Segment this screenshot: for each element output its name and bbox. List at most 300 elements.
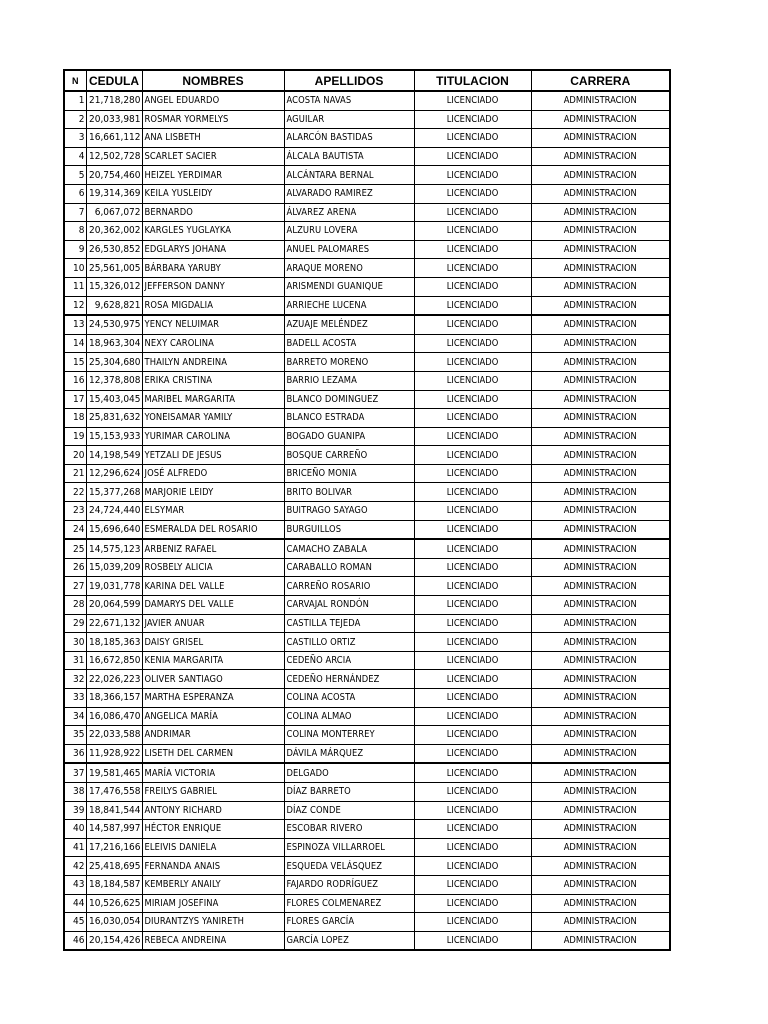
cell-n: 38 [64, 782, 86, 801]
cell-n: 33 [64, 689, 86, 708]
cell-titulacion: LICENCIADO [414, 464, 531, 483]
cell-nombres: ANGELICA MARÍA [142, 707, 284, 726]
cell-nombres: DAMARYS DEL VALLE [142, 596, 284, 615]
cell-apellidos: COLINA ALMAO [284, 707, 414, 726]
cell-cedula: 17,216,166 [86, 838, 142, 857]
cell-apellidos: ESCOBAR RIVERO [284, 820, 414, 839]
table-row [64, 633, 670, 652]
cell-n: 15 [64, 353, 86, 372]
cell-apellidos: CASTILLA TEJEDA [284, 614, 414, 633]
cell-cedula: 24,530,975 [86, 315, 142, 334]
header-cedula: CEDULA [86, 70, 142, 91]
cell-carrera: ADMINISTRACION [531, 633, 670, 652]
table-row [64, 203, 670, 222]
cell-apellidos: BARRETO MORENO [284, 353, 414, 372]
table-row [64, 539, 670, 558]
table-row [64, 91, 670, 110]
cell-apellidos: ACOSTA NAVAS [284, 91, 414, 110]
cell-cedula: 11,928,922 [86, 744, 142, 763]
cell-cedula: 25,418,695 [86, 857, 142, 876]
cell-titulacion: LICENCIADO [414, 689, 531, 708]
cell-n: 12 [64, 296, 86, 315]
cell-apellidos: BURGUILLOS [284, 520, 414, 539]
cell-carrera: ADMINISTRACION [531, 277, 670, 296]
cell-titulacion: LICENCIADO [414, 913, 531, 932]
cell-nombres: BERNARDO [142, 203, 284, 222]
cell-apellidos: COLINA ACOSTA [284, 689, 414, 708]
table-row [64, 689, 670, 708]
cell-cedula: 22,671,132 [86, 614, 142, 633]
cell-titulacion: LICENCIADO [414, 894, 531, 913]
cell-carrera: ADMINISTRACION [531, 110, 670, 129]
table-row [64, 744, 670, 763]
cell-cedula: 18,184,587 [86, 875, 142, 894]
table-row [64, 259, 670, 278]
cell-nombres: MIRIAM JOSEFINA [142, 894, 284, 913]
cell-n: 6 [64, 184, 86, 203]
cell-titulacion: LICENCIADO [414, 820, 531, 839]
cell-titulacion: LICENCIADO [414, 838, 531, 857]
cell-titulacion: LICENCIADO [414, 184, 531, 203]
table-row [64, 651, 670, 670]
cell-nombres: ARBENIZ RAFAEL [142, 539, 284, 558]
cell-carrera: ADMINISTRACION [531, 427, 670, 446]
cell-carrera: ADMINISTRACION [531, 539, 670, 558]
cell-n: 17 [64, 390, 86, 409]
cell-carrera: ADMINISTRACION [531, 614, 670, 633]
cell-titulacion: LICENCIADO [414, 502, 531, 521]
cell-cedula: 12,502,728 [86, 147, 142, 166]
cell-nombres: LISETH DEL CARMEN [142, 744, 284, 763]
cell-apellidos: BLANCO ESTRADA [284, 409, 414, 428]
cell-cedula: 16,672,850 [86, 651, 142, 670]
table-row [64, 184, 670, 203]
cell-titulacion: LICENCIADO [414, 203, 531, 222]
table-row [64, 390, 670, 409]
cell-titulacion: LICENCIADO [414, 558, 531, 577]
cell-cedula: 15,153,933 [86, 427, 142, 446]
cell-n: 19 [64, 427, 86, 446]
cell-nombres: MARJORIE LEIDY [142, 483, 284, 502]
table-row [64, 670, 670, 689]
cell-carrera: ADMINISTRACION [531, 558, 670, 577]
cell-nombres: HÉCTOR ENRIQUE [142, 820, 284, 839]
cell-titulacion: LICENCIADO [414, 483, 531, 502]
cell-cedula: 14,587,997 [86, 820, 142, 839]
cell-n: 39 [64, 801, 86, 820]
cell-apellidos: ARRIECHE LUCENA [284, 296, 414, 315]
cell-cedula: 9,628,821 [86, 296, 142, 315]
cell-n: 46 [64, 931, 86, 950]
cell-titulacion: LICENCIADO [414, 427, 531, 446]
cell-n: 42 [64, 857, 86, 876]
cell-titulacion: LICENCIADO [414, 726, 531, 745]
cell-nombres: BÁRBARA YARUBY [142, 259, 284, 278]
cell-carrera: ADMINISTRACION [531, 296, 670, 315]
cell-carrera: ADMINISTRACION [531, 651, 670, 670]
cell-apellidos: ÁLCALA BAUTISTA [284, 147, 414, 166]
table-row [64, 110, 670, 129]
table-row [64, 334, 670, 353]
cell-apellidos: CASTILLO ORTIZ [284, 633, 414, 652]
cell-nombres: ANTONY RICHARD [142, 801, 284, 820]
cell-n: 40 [64, 820, 86, 839]
cell-n: 36 [64, 744, 86, 763]
cell-nombres: MARIBEL MARGARITA [142, 390, 284, 409]
cell-cedula: 15,326,012 [86, 277, 142, 296]
cell-carrera: ADMINISTRACION [531, 875, 670, 894]
table-row [64, 838, 670, 857]
cell-cedula: 14,575,123 [86, 539, 142, 558]
cell-nombres: KENIA MARGARITA [142, 651, 284, 670]
cell-titulacion: LICENCIADO [414, 931, 531, 950]
cell-cedula: 15,696,640 [86, 520, 142, 539]
cell-cedula: 22,026,223 [86, 670, 142, 689]
cell-titulacion: LICENCIADO [414, 744, 531, 763]
cell-carrera: ADMINISTRACION [531, 913, 670, 932]
cell-n: 16 [64, 371, 86, 390]
cell-nombres: MARTHA ESPERANZA [142, 689, 284, 708]
cell-titulacion: LICENCIADO [414, 353, 531, 372]
cell-n: 24 [64, 520, 86, 539]
cell-n: 10 [64, 259, 86, 278]
cell-carrera: ADMINISTRACION [531, 894, 670, 913]
cell-cedula: 14,198,549 [86, 446, 142, 465]
cell-titulacion: LICENCIADO [414, 334, 531, 353]
cell-apellidos: ALCÁNTARA BERNAL [284, 166, 414, 185]
cell-nombres: ELEIVIS DANIELA [142, 838, 284, 857]
cell-nombres: EDGLARYS JOHANA [142, 240, 284, 259]
cell-titulacion: LICENCIADO [414, 110, 531, 129]
table-row [64, 931, 670, 950]
cell-n: 20 [64, 446, 86, 465]
cell-n: 30 [64, 633, 86, 652]
table-row [64, 371, 670, 390]
table-row [64, 614, 670, 633]
cell-carrera: ADMINISTRACION [531, 203, 670, 222]
cell-apellidos: DÁVILA MÁRQUEZ [284, 744, 414, 763]
cell-apellidos: BLANCO DOMINGUEZ [284, 390, 414, 409]
cell-nombres: ERIKA CRISTINA [142, 371, 284, 390]
cell-nombres: KARGLES YUGLAYKA [142, 222, 284, 241]
cell-carrera: ADMINISTRACION [531, 259, 670, 278]
cell-n: 23 [64, 502, 86, 521]
cell-cedula: 18,963,304 [86, 334, 142, 353]
cell-n: 28 [64, 596, 86, 615]
cell-titulacion: LICENCIADO [414, 707, 531, 726]
cell-titulacion: LICENCIADO [414, 259, 531, 278]
table-row [64, 222, 670, 241]
cell-n: 11 [64, 277, 86, 296]
cell-carrera: ADMINISTRACION [531, 596, 670, 615]
cell-cedula: 12,296,624 [86, 464, 142, 483]
cell-apellidos: FLORES GARCÍA [284, 913, 414, 932]
table-row [64, 596, 670, 615]
table-row [64, 520, 670, 539]
cell-apellidos: ARAQUE MORENO [284, 259, 414, 278]
cell-cedula: 25,831,632 [86, 409, 142, 428]
cell-carrera: ADMINISTRACION [531, 857, 670, 876]
cell-cedula: 19,581,465 [86, 763, 142, 782]
cell-nombres: YONEISAMAR YAMILY [142, 409, 284, 428]
cell-n: 18 [64, 409, 86, 428]
cell-nombres: HEIZEL YERDIMAR [142, 166, 284, 185]
cell-nombres: DIURANTZYS YANIRETH [142, 913, 284, 932]
cell-n: 45 [64, 913, 86, 932]
cell-apellidos: BARRIO LEZAMA [284, 371, 414, 390]
cell-titulacion: LICENCIADO [414, 801, 531, 820]
cell-cedula: 18,841,544 [86, 801, 142, 820]
cell-n: 35 [64, 726, 86, 745]
cell-titulacion: LICENCIADO [414, 539, 531, 558]
cell-cedula: 15,039,209 [86, 558, 142, 577]
table-row [64, 820, 670, 839]
cell-cedula: 22,033,588 [86, 726, 142, 745]
cell-apellidos: CAMACHO ZABALA [284, 539, 414, 558]
cell-nombres: ANA LISBETH [142, 129, 284, 148]
cell-carrera: ADMINISTRACION [531, 763, 670, 782]
cell-nombres: JEFFERSON DANNY [142, 277, 284, 296]
table-row [64, 558, 670, 577]
cell-nombres: DAISY GRISEL [142, 633, 284, 652]
table-row [64, 409, 670, 428]
cell-cedula: 20,754,460 [86, 166, 142, 185]
cell-titulacion: LICENCIADO [414, 91, 531, 110]
cell-apellidos: BUITRAGO SAYAGO [284, 502, 414, 521]
cell-nombres: KARINA DEL VALLE [142, 577, 284, 596]
table-row [64, 875, 670, 894]
cell-carrera: ADMINISTRACION [531, 464, 670, 483]
header-apellidos: APELLIDOS [284, 70, 414, 91]
cell-apellidos: BADELL ACOSTA [284, 334, 414, 353]
cell-n: 43 [64, 875, 86, 894]
cell-n: 21 [64, 464, 86, 483]
cell-n: 32 [64, 670, 86, 689]
cell-titulacion: LICENCIADO [414, 240, 531, 259]
cell-titulacion: LICENCIADO [414, 409, 531, 428]
cell-titulacion: LICENCIADO [414, 763, 531, 782]
cell-apellidos: CARREÑO ROSARIO [284, 577, 414, 596]
cell-nombres: YENCY NELUIMAR [142, 315, 284, 334]
cell-carrera: ADMINISTRACION [531, 931, 670, 950]
cell-nombres: FERNANDA ANAIS [142, 857, 284, 876]
cell-titulacion: LICENCIADO [414, 277, 531, 296]
cell-apellidos: CARVAJAL RONDÓN [284, 596, 414, 615]
cell-apellidos: CEDEÑO HERNÁNDEZ [284, 670, 414, 689]
cell-apellidos: ESPINOZA VILLARROEL [284, 838, 414, 857]
cell-n: 25 [64, 539, 86, 558]
table-row [64, 483, 670, 502]
cell-carrera: ADMINISTRACION [531, 820, 670, 839]
cell-apellidos: ALVARADO RAMIREZ [284, 184, 414, 203]
cell-carrera: ADMINISTRACION [531, 371, 670, 390]
cell-carrera: ADMINISTRACION [531, 184, 670, 203]
cell-apellidos: ESQUEDA VELÁSQUEZ [284, 857, 414, 876]
cell-cedula: 18,366,157 [86, 689, 142, 708]
cell-n: 31 [64, 651, 86, 670]
cell-titulacion: LICENCIADO [414, 875, 531, 894]
cell-carrera: ADMINISTRACION [531, 801, 670, 820]
cell-apellidos: ANUEL PALOMARES [284, 240, 414, 259]
cell-cedula: 21,718,280 [86, 91, 142, 110]
cell-nombres: ELSYMAR [142, 502, 284, 521]
cell-titulacion: LICENCIADO [414, 222, 531, 241]
cell-cedula: 16,661,112 [86, 129, 142, 148]
cell-apellidos: COLINA MONTERREY [284, 726, 414, 745]
cell-carrera: ADMINISTRACION [531, 502, 670, 521]
cell-n: 1 [64, 91, 86, 110]
table-row [64, 763, 670, 782]
table-row [64, 913, 670, 932]
cell-apellidos: FLORES COLMENAREZ [284, 894, 414, 913]
cell-carrera: ADMINISTRACION [531, 782, 670, 801]
cell-n: 41 [64, 838, 86, 857]
cell-nombres: MARÍA VICTORIA [142, 763, 284, 782]
cell-cedula: 19,314,369 [86, 184, 142, 203]
table-row [64, 894, 670, 913]
cell-n: 5 [64, 166, 86, 185]
cell-n: 4 [64, 147, 86, 166]
cell-carrera: ADMINISTRACION [531, 483, 670, 502]
cell-nombres: ROSMAR YORMELYS [142, 110, 284, 129]
cell-cedula: 19,031,778 [86, 577, 142, 596]
cell-titulacion: LICENCIADO [414, 129, 531, 148]
cell-titulacion: LICENCIADO [414, 633, 531, 652]
cell-cedula: 25,561,005 [86, 259, 142, 278]
graduates-table [63, 69, 671, 951]
header-titulacion: TITULACION [414, 70, 531, 91]
cell-n: 9 [64, 240, 86, 259]
table-row [64, 782, 670, 801]
cell-carrera: ADMINISTRACION [531, 147, 670, 166]
cell-cedula: 25,304,680 [86, 353, 142, 372]
cell-carrera: ADMINISTRACION [531, 91, 670, 110]
table-row [64, 801, 670, 820]
cell-nombres: ANGEL EDUARDO [142, 91, 284, 110]
cell-nombres: ROSBELY ALICIA [142, 558, 284, 577]
cell-apellidos: CARABALLO ROMAN [284, 558, 414, 577]
table-row [64, 707, 670, 726]
cell-titulacion: LICENCIADO [414, 166, 531, 185]
cell-apellidos: ALARCÓN BASTIDAS [284, 129, 414, 148]
table-row [64, 857, 670, 876]
cell-cedula: 20,362,002 [86, 222, 142, 241]
cell-carrera: ADMINISTRACION [531, 577, 670, 596]
cell-carrera: ADMINISTRACION [531, 520, 670, 539]
cell-carrera: ADMINISTRACION [531, 670, 670, 689]
cell-apellidos: ÁLVAREZ ARENA [284, 203, 414, 222]
cell-apellidos: AGUILAR [284, 110, 414, 129]
cell-carrera: ADMINISTRACION [531, 726, 670, 745]
table-row [64, 577, 670, 596]
cell-apellidos: DÍAZ CONDE [284, 801, 414, 820]
table-row [64, 464, 670, 483]
cell-n: 14 [64, 334, 86, 353]
cell-cedula: 18,185,363 [86, 633, 142, 652]
cell-apellidos: FAJARDO RODRÍGUEZ [284, 875, 414, 894]
cell-titulacion: LICENCIADO [414, 670, 531, 689]
cell-titulacion: LICENCIADO [414, 446, 531, 465]
cell-cedula: 15,403,045 [86, 390, 142, 409]
cell-cedula: 20,154,426 [86, 931, 142, 950]
cell-apellidos: BRITO BOLIVAR [284, 483, 414, 502]
cell-nombres: KEILA YUSLEIDY [142, 184, 284, 203]
header-nombres: NOMBRES [142, 70, 284, 91]
table-row [64, 277, 670, 296]
cell-cedula: 16,030,054 [86, 913, 142, 932]
cell-titulacion: LICENCIADO [414, 614, 531, 633]
cell-carrera: ADMINISTRACION [531, 390, 670, 409]
cell-cedula: 26,530,852 [86, 240, 142, 259]
cell-nombres: OLIVER SANTIAGO [142, 670, 284, 689]
cell-apellidos: ALZURU LOVERA [284, 222, 414, 241]
cell-n: 3 [64, 129, 86, 148]
table-row [64, 353, 670, 372]
cell-nombres: SCARLET SACIER [142, 147, 284, 166]
cell-titulacion: LICENCIADO [414, 577, 531, 596]
cell-titulacion: LICENCIADO [414, 782, 531, 801]
table-header [64, 70, 670, 91]
cell-apellidos: DELGADO [284, 763, 414, 782]
cell-n: 37 [64, 763, 86, 782]
cell-carrera: ADMINISTRACION [531, 838, 670, 857]
table-row [64, 240, 670, 259]
table-row [64, 315, 670, 334]
cell-titulacion: LICENCIADO [414, 371, 531, 390]
cell-nombres: NEXY CAROLINA [142, 334, 284, 353]
table-row [64, 166, 670, 185]
cell-carrera: ADMINISTRACION [531, 129, 670, 148]
cell-nombres: ESMERALDA DEL ROSARIO [142, 520, 284, 539]
cell-n: 2 [64, 110, 86, 129]
cell-cedula: 17,476,558 [86, 782, 142, 801]
cell-carrera: ADMINISTRACION [531, 166, 670, 185]
table-row [64, 726, 670, 745]
header-n: N [64, 70, 86, 91]
cell-apellidos: BOGADO GUANIPA [284, 427, 414, 446]
cell-apellidos: CEDEÑO ARCIA [284, 651, 414, 670]
cell-titulacion: LICENCIADO [414, 520, 531, 539]
spreadsheet-page [63, 69, 671, 951]
cell-nombres: YURIMAR CAROLINA [142, 427, 284, 446]
cell-carrera: ADMINISTRACION [531, 222, 670, 241]
cell-titulacion: LICENCIADO [414, 596, 531, 615]
cell-n: 29 [64, 614, 86, 633]
cell-cedula: 12,378,808 [86, 371, 142, 390]
cell-nombres: REBECA ANDREINA [142, 931, 284, 950]
cell-titulacion: LICENCIADO [414, 147, 531, 166]
cell-n: 8 [64, 222, 86, 241]
cell-nombres: YETZALI DE JESUS [142, 446, 284, 465]
cell-cedula: 20,033,981 [86, 110, 142, 129]
cell-nombres: KEMBERLY ANAILY [142, 875, 284, 894]
cell-apellidos: DÍAZ BARRETO [284, 782, 414, 801]
cell-n: 7 [64, 203, 86, 222]
cell-n: 27 [64, 577, 86, 596]
cell-apellidos: BRICEÑO MONIA [284, 464, 414, 483]
cell-titulacion: LICENCIADO [414, 651, 531, 670]
cell-apellidos: GARCÍA LOPEZ [284, 931, 414, 950]
table-row [64, 446, 670, 465]
cell-carrera: ADMINISTRACION [531, 689, 670, 708]
cell-carrera: ADMINISTRACION [531, 315, 670, 334]
cell-cedula: 20,064,599 [86, 596, 142, 615]
cell-n: 44 [64, 894, 86, 913]
cell-titulacion: LICENCIADO [414, 390, 531, 409]
cell-titulacion: LICENCIADO [414, 857, 531, 876]
cell-cedula: 6,067,072 [86, 203, 142, 222]
cell-carrera: ADMINISTRACION [531, 334, 670, 353]
